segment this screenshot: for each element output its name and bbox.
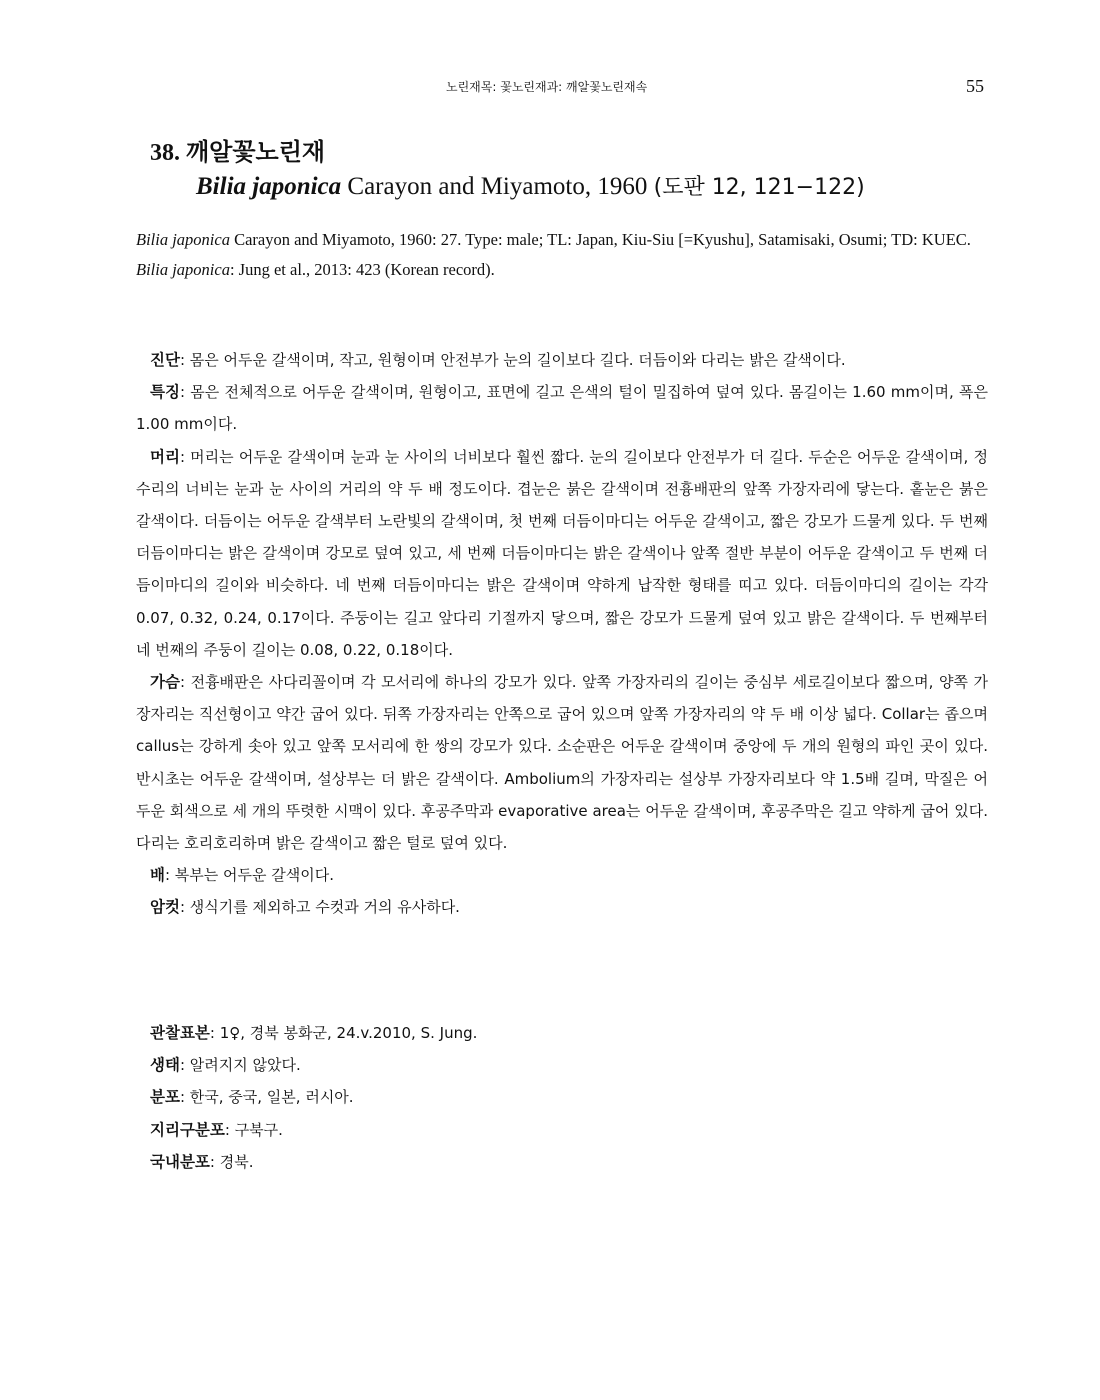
scientific-name-line bbox=[196, 170, 865, 201]
record-label: 국내분포 bbox=[150, 1152, 210, 1171]
record-text: : 1♀, 경북 봉화군, 24.v.2010, S. Jung. bbox=[209, 1024, 478, 1042]
ecology bbox=[150, 1049, 990, 1081]
record-text: : 경북. bbox=[209, 1152, 254, 1171]
page-number: 55 bbox=[966, 76, 984, 96]
section-label: 머리 bbox=[150, 447, 180, 466]
material-examined bbox=[150, 1017, 990, 1049]
synonym-name: Bilia japonica bbox=[136, 230, 230, 249]
abdomen-paragraph bbox=[136, 859, 988, 891]
synonym-entry bbox=[136, 256, 998, 284]
record-label: 생태 bbox=[150, 1056, 180, 1075]
korean-name: 깨알꽃노린재 bbox=[186, 138, 326, 166]
synonym-citation: : Jung et al., 2013: 423 (Korean record). bbox=[229, 260, 495, 279]
domestic-distribution bbox=[150, 1146, 990, 1178]
plate-reference: (도판 12, 121−122) bbox=[653, 175, 865, 200]
head-paragraph bbox=[136, 441, 988, 666]
section-label: 배 bbox=[150, 866, 165, 885]
running-title: 노린재목: 꽃노린재과: 깨알꽃노린재속 bbox=[446, 80, 648, 94]
synonym-name: Bilia japonica bbox=[136, 260, 230, 279]
zoogeographic-distribution bbox=[150, 1114, 990, 1146]
section-text: : 생식기를 제외하고 수컷과 거의 유사하다. bbox=[179, 898, 460, 917]
synonym-citation: Carayon and Miyamoto, 1960: 27. Type: male; TL: Japan, Kiu-Siu [=Kyushu], Satamisaki, Osumi; TD: KUEC. bbox=[229, 230, 971, 249]
record-text: : 구북구. bbox=[224, 1120, 283, 1139]
record-label: 분포 bbox=[150, 1088, 180, 1107]
characters-paragraph bbox=[136, 376, 988, 440]
record-text: : 알려지지 않았다. bbox=[179, 1056, 301, 1075]
section-text: : 머리는 어두운 갈색이며 눈과 눈 사이의 너비보다 훨씬 짧다. 눈의 길이보다 안전부가 더 길다. 두순은 어두운 갈색이며, 정수리의 너비는 눈과 눈 사이의 거리의 약 두 배 정도이다. 겹눈은 붉은 갈색이며 전흉배판의 앞쪽 가장자리에 닿는다. 홑눈은 붉은 갈색이다. 더듬이는 어두운 갈색부터 노란빛의 갈색이며, 첫 번째 더듬이마디는 어두운 갈색이고, 짧은 강모가 드물게 있다. 두 번째 더듬이마디는 밝은 갈색이며 강모로 덮여 있고, 세 번째 더듬이마디는 밝은 갈색이나 앞쪽 절반 부분이 어두운 갈색이고 두 번째 더듬이마디의 길이와 비슷하다. 네 번째 더듬이마디는 밝은 갈색이며 약하게 납작한 형태를 띠고 있다. 더듬이마디의 길이는 각각 0.07, 0.32, 0.24, 0.17이다. 주둥이는 길고 앞다리 기절까지 닿으며, 짧은 강모가 드물게 덮여 있고 밝은 갈색이다. 두 번째부터 네 번째의 주둥이 길이는 0.08, 0.22, 0.18이다. bbox=[136, 447, 988, 659]
thorax-paragraph bbox=[136, 666, 988, 859]
diagnosis-paragraph bbox=[136, 344, 988, 376]
synonym-entry bbox=[136, 226, 998, 254]
synonymy-list bbox=[136, 226, 998, 286]
section-label: 진단 bbox=[150, 351, 180, 369]
section-text: : 복부는 어두운 갈색이다. bbox=[164, 866, 335, 885]
section-text: : 몸은 어두운 갈색이며, 작고, 원형이며 안전부가 눈의 길이보다 길다. 더듬이와 다리는 밝은 갈색이다. bbox=[179, 351, 846, 369]
species-number: 38. bbox=[150, 140, 180, 166]
record-text: : 한국, 중국, 일본, 러시아. bbox=[179, 1088, 354, 1107]
section-label: 암컷 bbox=[150, 898, 180, 917]
section-text: : 전흉배판은 사다리꼴이며 각 모서리에 하나의 강모가 있다. 앞쪽 가장자리의 길이는 중심부 세로길이보다 짧으며, 양쪽 가장자리는 직선형이고 약간 굽어 있다. 뒤쪽 가장자리는 안쪽으로 굽어 있으며 앞쪽 가장자리의 약 두 배 이상 넓다. Collar는 좁으며 callus는 강하게 솟아 있고 앞쪽 모서리에 한 쌍의 강모가 있다. 소순판은 어두운 갈색이며 중앙에 두 개의 원형의 파인 곳이 있다. 반시초는 어두운 갈색이며, 설상부는 더 밝은 갈색이다. Ambolium의 가장자리는 설상부 가장자리보다 약 1.5배 길며, 막질은 어두운 회색으로 세 개의 뚜렷한 시맥이 있다. 후공주막과 evaporative area는 어두운 갈색이며, 후공주막은 길고 약하게 굽어 있다. 다리는 호리호리하며 밝은 갈색이고 짧은 털로 덮여 있다. bbox=[136, 673, 988, 853]
description bbox=[136, 344, 988, 924]
binomial-name: Bilia japonica bbox=[196, 173, 342, 200]
species-title bbox=[150, 132, 865, 200]
section-label: 가슴 bbox=[150, 673, 180, 692]
section-text: : 몸은 전체적으로 어두운 갈색이며, 원형이고, 표면에 길고 은색의 털이 밀집하여 덮여 있다. 몸길이는 1.60 mm이며, 폭은 1.00 mm이다. bbox=[136, 383, 988, 434]
section-label: 특징 bbox=[150, 383, 180, 402]
authority: Carayon and Miyamoto, 1960 bbox=[347, 173, 648, 200]
female-paragraph bbox=[136, 891, 988, 923]
distribution bbox=[150, 1081, 990, 1113]
record-label: 관찰표본 bbox=[150, 1024, 210, 1042]
record-label: 지리구분포 bbox=[150, 1120, 225, 1139]
specimen-records bbox=[150, 1017, 990, 1178]
